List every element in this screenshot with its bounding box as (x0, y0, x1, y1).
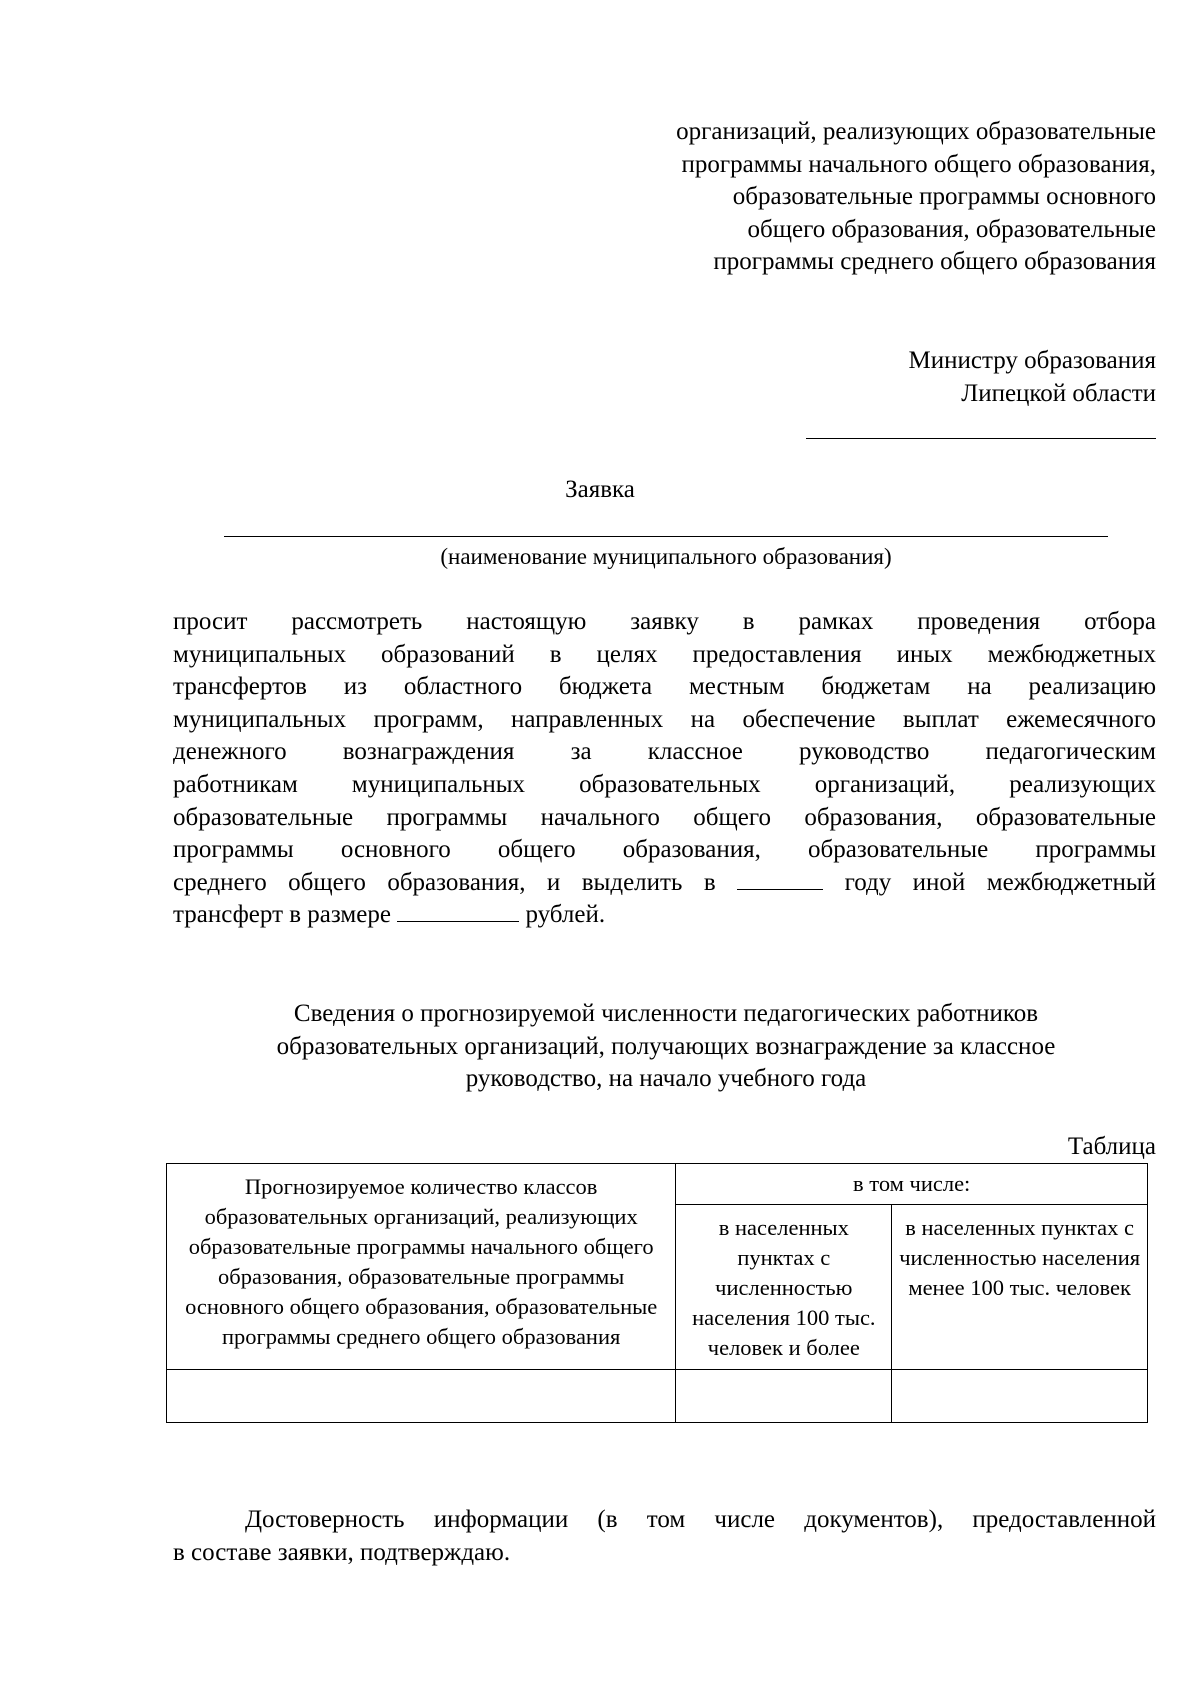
paragraph-line: программы основного общего образования, образовательные программы (173, 836, 1156, 864)
paragraph-line: просит рассмотреть настоящую заявку в рамках проведения отбора (173, 608, 1156, 635)
paragraph-line: работникам муниципальных образовательных организаций, реализующих (173, 770, 1156, 798)
paragraph-line (173, 899, 1156, 932)
municipality-name-blank (224, 536, 1108, 537)
info-section-title (0, 998, 1200, 1096)
col2-header: в населенных пунктах с численностью населения 100 тыс. человек и более (676, 1205, 892, 1370)
header-line: организаций, реализующих образовательные (676, 118, 1156, 145)
table-row (167, 1370, 1148, 1423)
confirmation-paragraph (173, 1504, 1156, 1569)
paragraph-line: Достоверность информации (в том числе документов), предоставленной (245, 1506, 1156, 1533)
paragraph-text: году иной межбюджетный (844, 868, 1157, 896)
group-header: в том числе: (676, 1164, 1148, 1205)
addressee-line-1: Министру образования (908, 347, 1156, 374)
table-header-row (167, 1164, 1148, 1205)
table-caption: Таблица (1067, 1133, 1156, 1160)
paragraph-text: рублей. (525, 901, 606, 929)
teachers-table (166, 1163, 1148, 1423)
amount-blank (397, 903, 519, 922)
header-block (560, 116, 1156, 279)
addressee-block (700, 345, 1156, 410)
paragraph-line: денежного вознаграждения за классное руководство педагогическим (173, 738, 1156, 766)
table-cell[interactable] (676, 1370, 892, 1423)
col3-header: в населенных пунктах с численностью населения менее 100 тыс. человек (892, 1205, 1148, 1370)
table-cell[interactable] (892, 1370, 1148, 1423)
paragraph-line: в составе заявки, подтверждаю. (173, 1538, 511, 1566)
header-line: общего образования, образовательные (747, 215, 1156, 243)
municipality-caption: (наименование муниципального образования) (440, 544, 892, 569)
paragraph-text: среднего общего образования, и выделить в (173, 868, 716, 896)
paragraph-text: трансферт в размере (173, 901, 391, 929)
page-title: Заявка (565, 476, 635, 503)
paragraph-line: образовательные программы начального общего образования, образовательные (173, 803, 1156, 831)
paragraph-line: муниципальных программ, направленных на обеспечение выплат ежемесячного (173, 705, 1156, 733)
info-title-line: руководство, на начало учебного года (465, 1065, 867, 1092)
header-line: программы среднего общего образования (713, 248, 1156, 275)
addressee-line-2: Липецкой области (961, 379, 1156, 407)
paragraph-line: муниципальных образований в целях предоставления иных межбюджетных (173, 640, 1156, 668)
year-blank (737, 871, 823, 890)
paragraph-line: трансфертов из областного бюджета местным бюджетам на реализацию (173, 673, 1156, 701)
col1-header: Прогнозируемое количество классов образовательных организаций, реализующих образовательные программы начального общего образования, образовательные программы основного общего образования, образовательные программы среднего общего образования (167, 1164, 676, 1370)
header-line: образовательные программы основного (732, 183, 1156, 210)
paragraph-line (173, 867, 1156, 900)
info-title-line: образовательных организаций, получающих вознаграждение за классное (276, 1032, 1056, 1060)
header-line: программы начального общего образования, (681, 150, 1156, 178)
info-title-line: Сведения о прогнозируемой численности педагогических работников (293, 1000, 1039, 1027)
table-cell[interactable] (167, 1370, 676, 1423)
addressee-signature-blank (806, 438, 1156, 439)
request-paragraph (173, 606, 1156, 932)
